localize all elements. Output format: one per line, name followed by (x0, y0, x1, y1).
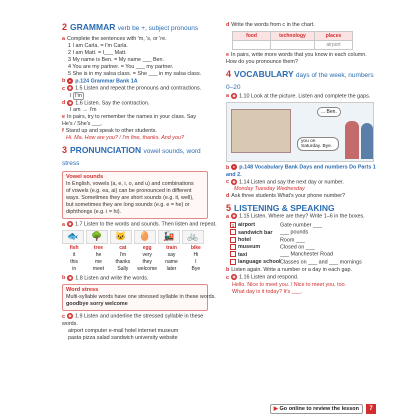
cat-icon: 🐱 (110, 230, 132, 244)
answer-box[interactable] (230, 259, 236, 265)
answer-box[interactable] (230, 244, 236, 250)
vowel-sounds-box (62, 171, 208, 219)
sound-word: later (166, 265, 177, 272)
sound-word: Bye (191, 265, 201, 272)
word-list-line: pasta pizza salad sandwich university website (68, 334, 178, 341)
audio-icon[interactable]: ◉ (68, 221, 72, 227)
sound-label: cat (119, 244, 127, 251)
stress-examples: goodbye sorry welcome (66, 301, 128, 308)
place-detail: Closed on ___ (280, 244, 315, 251)
sound-word: in (72, 265, 77, 272)
right-column: d Write the words from c in the chart. food technology places airport e In pairs, write more words that you know in each column. How do you pronounce them? 4 VOCABULARY days of the week, numbers 0–20 a ◉ 1.10 Look at the picture. Listen and complete the gaps. ... Ben. you on Saturday. Bye. b ▸ p.148 Vocabulary Bank Days and numbers Do Parts 1 and 2. c ◉ 1.14 Listen and say the next day or number. Monday Tuesday Wednesday d Ask three students What's your phone number? 5 LISTENING & SPEAKING a ◉ 1.15 Listen. Where are they? Write 1–6 in the boxes. 1 airport Gate number ___ sandwich bar ___ pounds hotel Room ___ museum Closed on ___ taxi ___ Manchester Road language schoolClasses on ___ and ___ mornings b Listen again. Write a number or a day in each gap. c ◉ 1.16 Listen and respond. Hello. Nice to meet you. / Nice to meet you, too. What day is it today? It's ___. (226, 22, 376, 295)
place-name: taxi (238, 251, 248, 258)
bike-icon: 🚲 (182, 230, 204, 244)
pronoun-item: I (70, 92, 72, 99)
grammar-bank-link[interactable]: p.124 Grammar Bank 1A (75, 78, 138, 85)
train-icon: 🚂 (158, 230, 180, 244)
go-online-button[interactable]: ▶ Go online to review the lesson (270, 404, 363, 414)
building-image (231, 109, 291, 153)
left-column: 2 GRAMMAR verb be +, subject pronouns a Complete the sentences with 'm, 's, or 're. 1 I am Carla. = I'm Carla. 2 I am Matt. = I___ Matt. 3 My name is Ben. = My name ___ Ben. 4 You are my partner. = You ___ my partner. 5 She is in my salsa class. = She ___ in my salsa class. b ▸ p.124 Grammar Bank 1A c ◉ 1.5 Listen and repeat the pronouns and contractions. I I'm d ◉ 1.6 Listen. Say the contraction. I am → I'm e In pairs, try to remember the names in your class. Say He's / She's ___. f Stand up and speak to other students. Hi. Ma. How are you? / I'm fine, thanks. And you? 3 PRONUNCIATION vowel sounds, word stress Vowel sounds In English, vowels (a, e, i, o, and u) and combinations of vowels (e.g. ea, ai) can be pronounced in different ways. Sometimes they are short sounds (e.g. it, well), but sometimes they are long sounds (e.g. e = he) or diphthongs (e.g. i = hi). a ◉ 1.7 Listen to the words and sounds. Then listen and repeat. 🐟 🌳 🐱 🥚 🚂 🚲 fish tree cat egg train bike it he I'm very say Hi this me thanks they name I in meet Sally welcome later Bye b ◉ 1.8 Listen and write the words. Word stress Multi-syllable words have one stressed syllable in these words. goodbye sorry welcome c ◉ 1.9 Listen and underline the stressed syllable in these words. airport computer e-mail hotel internet museum pasta pizza salad sandwich university website (62, 22, 217, 341)
exercise-item: 3 My name is Ben. = My name ___ Ben. (68, 57, 165, 63)
box-line: ways. Sometimes they are short sounds (e.g. it, well), (66, 195, 194, 202)
sound-word: he (95, 251, 102, 258)
exercise-item: 5 She is in my salsa class. = She ___ in my salsa class. (68, 71, 202, 77)
place-detail: Room ___ (280, 236, 305, 243)
answer-box[interactable] (230, 251, 236, 257)
dialog-example: Hi. Ma. How are you? / I'm fine, thanks. And you? (66, 135, 184, 142)
place-row (230, 222, 376, 229)
exercise-2a-list (68, 43, 208, 78)
chart-cell[interactable] (233, 41, 271, 50)
days-example: Monday Tuesday Wednesday (234, 186, 305, 193)
box-line: but sometimes they are long sounds (e.g. e = he) or (66, 202, 190, 209)
section-subtitle: vowel sounds, word stress (62, 148, 201, 168)
place-row (230, 237, 376, 244)
place-detail: Classes on ___ and ___ mornings (280, 259, 362, 266)
person-image (361, 123, 373, 159)
sound-label: bike (190, 244, 201, 251)
vocabulary-bank-link[interactable]: p.148 Vocabulary Bank Days and numbers Do Parts 1 and 2. (226, 164, 376, 178)
place-detail: ___ pounds (280, 229, 309, 236)
exercise-3c-instruction: 1.9 Listen and underline the stressed syllable in these words. (62, 313, 204, 327)
box-title: Word stress (66, 287, 99, 294)
exercise-4c-instruction: 1.14 Listen and say the next day or number. (239, 179, 344, 186)
place-row (230, 251, 376, 258)
sound-label: egg (142, 244, 152, 251)
chart-header: food (233, 32, 271, 41)
example-item: I am (70, 107, 81, 114)
places-list (230, 222, 376, 267)
exercise-2f-instruction: Stand up and speak to other students. (65, 128, 157, 135)
place-detail: ___ Manchester Road (280, 251, 334, 258)
box-line: diphthongs (e.g. i = hi). (66, 209, 121, 216)
place-name: language school (238, 259, 281, 266)
sound-word: say (167, 251, 176, 258)
section-number: 2 (62, 22, 68, 32)
person-image (345, 121, 359, 159)
audio-icon[interactable]: ◉ (232, 213, 236, 219)
sound-word: it (72, 251, 76, 258)
exercise-item: 2 I am Matt. = I___ Matt. (68, 50, 127, 56)
answer-box[interactable] (230, 229, 236, 235)
box-line: of vowels (e.g. ea, ai) can be pronounced in different (66, 188, 192, 195)
sound-word: thanks (115, 258, 131, 265)
exercise-4a-instruction: 1.10 Look at the picture. Listen and complete the gaps. (239, 93, 371, 100)
sound-word: they (142, 258, 152, 265)
sound-icons (62, 230, 208, 244)
chart-cell[interactable] (271, 41, 315, 50)
section-title: GRAMMAR (70, 22, 116, 32)
exercise-3d-instruction: Write the words from c in the chart. (231, 22, 315, 28)
section-subtitle: verb be +, subject pronouns (117, 25, 199, 32)
audio-icon[interactable]: ◉ (232, 178, 236, 184)
sound-word: name (165, 258, 178, 265)
speech-bubble: ... Ben. (317, 107, 341, 117)
page-footer (270, 404, 376, 414)
exercise-3b-instruction: 1.8 Listen and write the words. (75, 275, 149, 282)
place-name: hotel (238, 236, 251, 243)
exercise-2e-instruction: In pairs, try to remember the names in your class. Say He's / She's ___. (62, 114, 197, 128)
fish-icon: 🐟 (62, 230, 84, 244)
section-number: 5 (226, 203, 232, 214)
section-number: 3 (62, 145, 68, 156)
exercise-2c-instruction: 1.5 Listen and repeat the pronouns and contractions. (75, 85, 202, 92)
section-title: LISTENING & SPEAKING (234, 203, 335, 214)
exercise-2d-instruction: 1.6 Listen. Say the contraction. (75, 100, 150, 107)
sound-word: me (95, 258, 102, 265)
sound-label: train (166, 244, 177, 251)
box-text (66, 181, 204, 216)
exercise-3e-instruction: In pairs, write more words that you know in each column. How do you pronounce them? (226, 52, 367, 65)
exercise-5a-instruction: 1.15 Listen. Where are they? Write 1–6 in the boxes. (239, 213, 365, 220)
chart-cell[interactable]: airport (315, 41, 353, 50)
chart-header: technology (271, 32, 315, 41)
place-name: museum (238, 244, 261, 251)
audio-icon[interactable]: ◉ (232, 93, 236, 98)
exercise-item: 1 I am Carla. = I'm Carla. (68, 43, 128, 49)
box-text: Multi-syllable words have one stressed syllable in these words. (66, 294, 216, 301)
place-row (230, 259, 376, 266)
section-2-heading (62, 22, 208, 34)
place-name: sandwich bar (238, 229, 273, 236)
audio-icon[interactable]: ◉ (68, 274, 73, 280)
place-detail: Gate number ___ (280, 222, 322, 229)
section-3-heading (62, 145, 208, 169)
audio-icon[interactable]: ◉ (68, 85, 72, 91)
speech-bubble: you on Saturday. Bye. (297, 137, 339, 151)
exercise-4d-instruction: Ask three students What's your phone number? (231, 193, 345, 200)
place-row (230, 244, 376, 251)
page-number: 7 (366, 404, 376, 414)
go-online-label: Go online to review the lesson (279, 406, 359, 412)
section-title: PRONUNCIATION (70, 145, 142, 156)
sound-word: I'm (119, 251, 127, 258)
chart-header: places (315, 32, 353, 41)
exercise-5c-instruction: 1.16 Listen and respond. (239, 274, 299, 281)
exercise-3a-instruction: 1.7 Listen to the words and sounds. Then listen and repeat. (75, 221, 217, 228)
sound-word: Sally (117, 265, 129, 272)
word-stress-box (62, 284, 216, 311)
sound-word-grid (62, 245, 208, 273)
answer-box[interactable] (230, 237, 236, 243)
box-line: In English, vowels (a, e, i, o, and u) and combinations (66, 181, 194, 188)
answer-box[interactable]: 1 (231, 222, 235, 228)
sound-word: this (70, 258, 79, 265)
community-hall-illustration (226, 102, 374, 162)
exercise-2a-instruction: Complete the sentences with 'm, 's, or 're. (67, 36, 167, 42)
sound-label: fish (69, 244, 79, 251)
egg-icon: 🥚 (134, 230, 156, 244)
example-answer: I'm (89, 107, 97, 114)
response-example: What day is it today? It's ___. (232, 288, 303, 295)
section-5-heading (226, 203, 376, 213)
word-chart (232, 31, 353, 50)
sound-word: meet (92, 265, 105, 272)
tree-icon: 🌳 (86, 230, 108, 244)
section-4-heading (226, 69, 376, 93)
audio-icon[interactable]: ◉ (68, 99, 73, 105)
box-title: Vowel sounds (66, 174, 104, 181)
section-subtitle: days of the week, numbers 0–20 (226, 72, 374, 91)
sound-word: I (195, 258, 197, 265)
place-row (230, 229, 376, 236)
sound-word: Hi (193, 251, 199, 258)
word-list-line: airport computer e-mail hotel internet museum (68, 327, 179, 334)
contraction-item: I'm (75, 92, 83, 99)
audio-icon[interactable]: ◉ (68, 313, 72, 319)
section-title: VOCABULARY (234, 69, 294, 79)
audio-icon[interactable]: ◉ (232, 274, 236, 280)
sound-word: welcome (137, 265, 158, 272)
response-example: Hello. Nice to meet you. / Nice to meet you, too. (232, 281, 347, 288)
exercise-item: 4 You are my partner. = You ___ my partner. (68, 64, 174, 70)
place-name: airport (238, 222, 256, 229)
sound-word: very (142, 251, 152, 258)
section-number: 4 (226, 69, 232, 79)
sound-label: tree (93, 244, 104, 251)
exercise-5b-instruction: Listen again. Write a number or a day in each gap. (231, 267, 352, 274)
